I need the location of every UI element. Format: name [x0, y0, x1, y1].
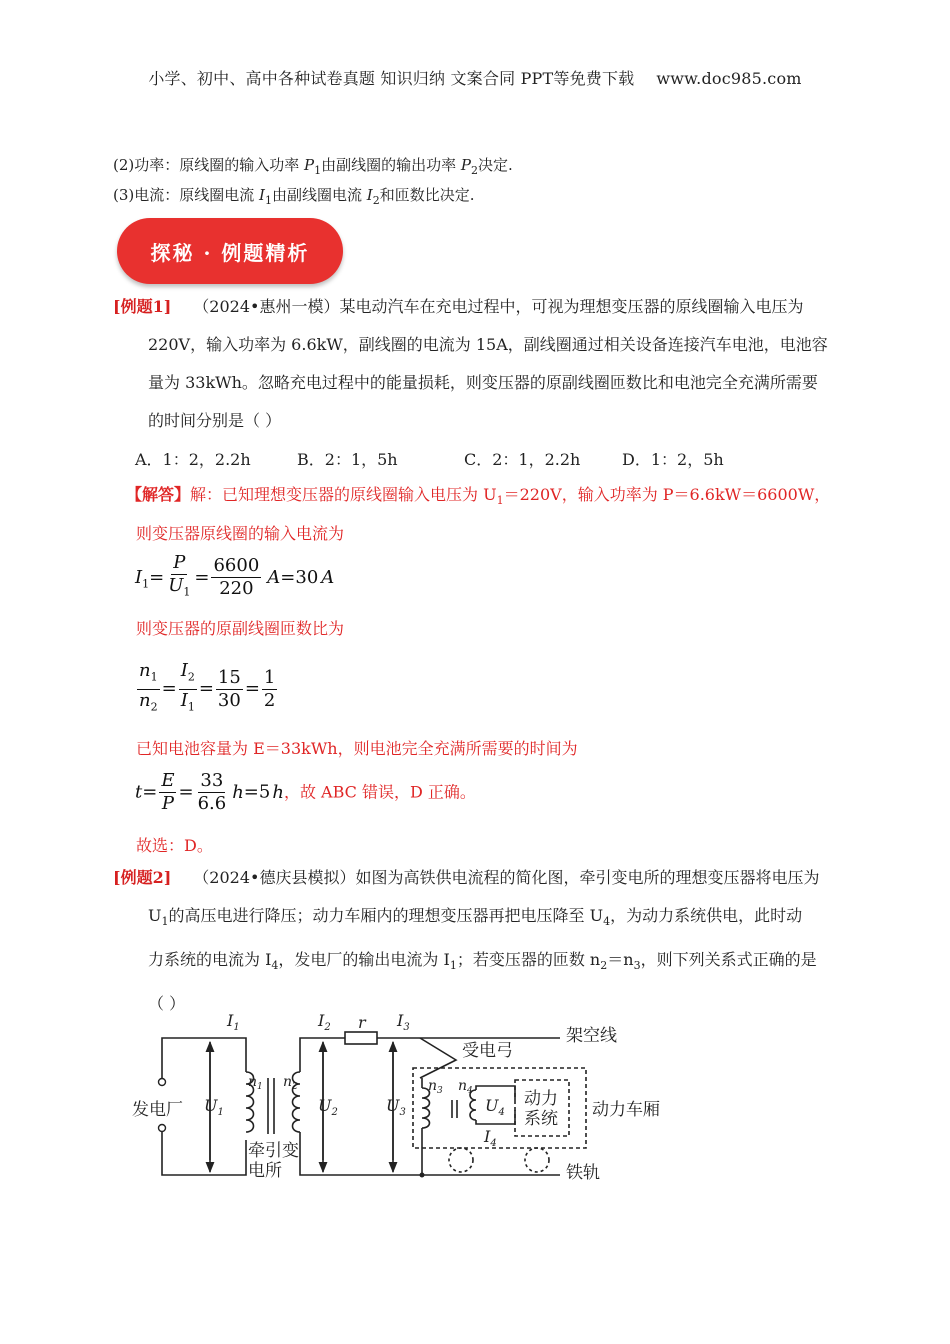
- f1-den2: 220: [219, 578, 254, 600]
- option-a[interactable]: A．1：2，2.2h: [135, 450, 251, 469]
- label-r: r: [358, 1013, 366, 1032]
- f2-eq2: =: [198, 678, 214, 700]
- label-substation-2: 电所: [248, 1161, 282, 1181]
- coil-n3: [422, 1088, 430, 1128]
- example2-line2-c: ，为动力系统供电，此时动: [610, 906, 803, 925]
- f2-n2-var: n: [139, 689, 151, 711]
- header-site: www.doc985.com: [656, 69, 802, 88]
- option-d[interactable]: D．1：2，5h: [622, 450, 724, 469]
- f2-i1-sub: 1: [187, 700, 195, 714]
- label-u2: $U_2$: [318, 1096, 338, 1118]
- f1-result-unit: A: [321, 566, 335, 588]
- label-n4: $n_4$: [458, 1078, 473, 1096]
- f2-n2-sub: 2: [150, 700, 158, 714]
- f2-i2-var: I: [180, 660, 188, 681]
- pantograph: [420, 1038, 456, 1078]
- label-i2: $I_2$: [318, 1011, 331, 1033]
- label-u1: $U_1$: [204, 1096, 224, 1118]
- label-pantograph: 受电弓: [462, 1041, 513, 1061]
- answer-choice: 故选：D。: [136, 836, 213, 855]
- var-i2: I: [366, 186, 373, 204]
- example2-tag: [例题2]: [113, 868, 172, 887]
- answer-line4: 已知电池容量为 E＝33kWh，则电池完全充满所需要的时间为: [136, 739, 578, 758]
- example2-line4: （ ）: [148, 994, 186, 1014]
- plant-terminal-bottom: [159, 1125, 166, 1132]
- intro-current-mid: 由副线圈电流: [271, 186, 367, 204]
- var-p1-sub: 1: [314, 164, 322, 177]
- var-i2-sub: 2: [372, 194, 380, 207]
- label-system-1: 动力: [524, 1089, 558, 1109]
- example1-line2: 220V，输入功率为 6.6kW，副线圈的电流为 15A，副线圈通过相关设备连接汽车电池，电池容: [148, 335, 828, 354]
- option-b[interactable]: B．2：1，5h: [297, 450, 398, 469]
- answer-line1-sub: 1: [496, 494, 504, 508]
- coil-n2: [293, 1072, 301, 1132]
- wheel-left: [449, 1148, 473, 1172]
- answer-line1-head: 解：已知理想变压器的原线圈输入电压为 U: [190, 485, 497, 504]
- f1-lhs-sub: 1: [142, 577, 150, 591]
- f3-tail: ，故 ABC 错误，D 正确。: [283, 782, 476, 802]
- example2-line3-sub3: 3: [633, 959, 641, 973]
- label-plant: 发电厂: [132, 1100, 183, 1120]
- example2-line2-sub1: 1: [161, 915, 169, 929]
- wheel-right: [525, 1148, 549, 1172]
- example2-line3-c: ；若变压器的匝数 n: [456, 950, 601, 970]
- label-u4: $U_4$: [485, 1096, 505, 1118]
- example1-line3: 量为 33kWh。忽略充电过程中的能量损耗，则变压器的原副线圈匝数比和电池完全充满所需要: [148, 373, 818, 392]
- f2-rden: 2: [263, 689, 276, 711]
- var-p2-sub: 2: [471, 164, 478, 177]
- intro-power-prefix: (2)功率：原线圈的输入功率: [113, 156, 305, 174]
- var-p2: P: [460, 156, 471, 174]
- f2-n1-var: n: [139, 660, 151, 681]
- f1-eq2: =: [194, 566, 210, 588]
- answer-tag: 【解答】: [126, 485, 191, 504]
- example2-line3-sub2: 2: [600, 959, 608, 973]
- primary-wire-bottom: [162, 1130, 246, 1175]
- option-c[interactable]: C．2：1，2.2h: [464, 450, 581, 469]
- f3-den2: 6.6: [197, 793, 227, 814]
- label-i4: $I_4$: [484, 1127, 497, 1149]
- primary-wire: [162, 1038, 246, 1080]
- f2-n1-sub: 1: [150, 670, 158, 684]
- example1-tag: [例题1]: [113, 297, 172, 316]
- junction-dot: [420, 1173, 425, 1178]
- example2-line2-sub4: 4: [603, 915, 611, 929]
- label-n2: $n_2$: [283, 1074, 298, 1092]
- label-rail: 铁轨: [566, 1163, 600, 1183]
- f3-result-unit: h: [272, 781, 284, 803]
- example2-line3-d: ＝n: [607, 950, 634, 970]
- label-u3: $U_3$: [386, 1096, 406, 1118]
- answer-line1-tail: ＝220V，输入功率为 P＝6.6kW＝6600W，: [503, 485, 831, 504]
- example2-line3-b: ，发电厂的输出电流为 I: [278, 950, 450, 970]
- label-system-2: 系统: [524, 1109, 558, 1129]
- section-banner-label: 探秘 · 例题精析: [150, 240, 310, 265]
- example1-line1: （2024•惠州一模）某电动汽车在充电过程中，可视为理想变压器的原线圈输入电压为: [193, 297, 804, 316]
- example1-line4: 的时间分别是（ ）: [148, 411, 282, 430]
- f3-result: =5: [243, 781, 271, 803]
- resistor-r: [345, 1032, 377, 1044]
- label-car: 动力车厢: [592, 1100, 660, 1120]
- f2-den: 30: [217, 689, 241, 711]
- f3-eq2: =: [178, 781, 194, 803]
- f1-den1-var: U: [168, 575, 184, 596]
- label-i1: $I_1$: [227, 1011, 240, 1033]
- label-i3: $I_3$: [397, 1011, 410, 1033]
- example2-line2-a: U: [148, 906, 162, 925]
- label-substation-1: 牵引变: [248, 1141, 299, 1161]
- label-overhead: 架空线: [566, 1026, 617, 1046]
- f1-unit: A: [267, 566, 281, 588]
- f3-unit: h: [232, 781, 244, 803]
- example2-line3-e: ，则下列关系式正确的是: [640, 950, 817, 970]
- example2-line2-b: 的高压电进行降压；动力车厢内的理想变压器再把电压降至 U: [168, 906, 604, 925]
- example2-line3-sub1: 1: [449, 959, 457, 973]
- f1-eq1: =: [149, 566, 165, 588]
- f1-den1-sub: 1: [183, 585, 191, 599]
- example2-line3-sub4: 4: [271, 959, 279, 973]
- f3-lhs: t: [135, 781, 143, 803]
- f2-i1-var: I: [180, 689, 188, 711]
- f2-eq1: =: [161, 678, 177, 700]
- f1-lhs: I: [135, 566, 143, 588]
- f2-i2-sub: 2: [187, 670, 195, 684]
- f1-num2: 6600: [213, 555, 260, 577]
- f2-eq3: =: [244, 678, 260, 700]
- example2-line1: （2024•德庆县模拟）如图为高铁供电流程的简化图，牵引变电所的理想变压器将电压为: [193, 868, 820, 887]
- var-i1-sub: 1: [264, 194, 272, 207]
- var-p1: P: [304, 156, 315, 174]
- label-n1: $n_1$: [248, 1074, 263, 1092]
- answer-line2: 则变压器原线圈的输入电流为: [136, 524, 345, 543]
- answer-line3: 则变压器的原副线圈匝数比为: [136, 619, 345, 638]
- intro-current-prefix: (3)电流：原线圈电流: [113, 186, 260, 204]
- f1-num1: P: [173, 552, 186, 573]
- intro-power-suffix: 决定.: [478, 156, 513, 174]
- f2-num: 15: [217, 666, 241, 688]
- label-n3: $n_3$: [428, 1078, 443, 1096]
- example2-line3-a: 力系统的电流为 I: [148, 950, 272, 970]
- plant-terminal-top: [159, 1079, 166, 1086]
- f3-num1: E: [161, 770, 175, 791]
- f2-rnum: 1: [263, 666, 276, 688]
- f3-num2: 33: [200, 770, 224, 791]
- secondary-wire-bottom: [300, 1132, 560, 1175]
- intro-current-suffix: 和匝数比决定.: [379, 186, 475, 204]
- header-text: 小学、初中、高中各种试卷真题 知识归纳 文案合同 PPT等免费下载: [148, 69, 635, 88]
- f3-eq1: =: [142, 781, 158, 803]
- f3-den1: P: [161, 793, 174, 814]
- intro-power-mid: 由副线圈的输出功率: [321, 156, 461, 174]
- f1-result: =30: [280, 566, 319, 588]
- var-i1: I: [259, 186, 265, 204]
